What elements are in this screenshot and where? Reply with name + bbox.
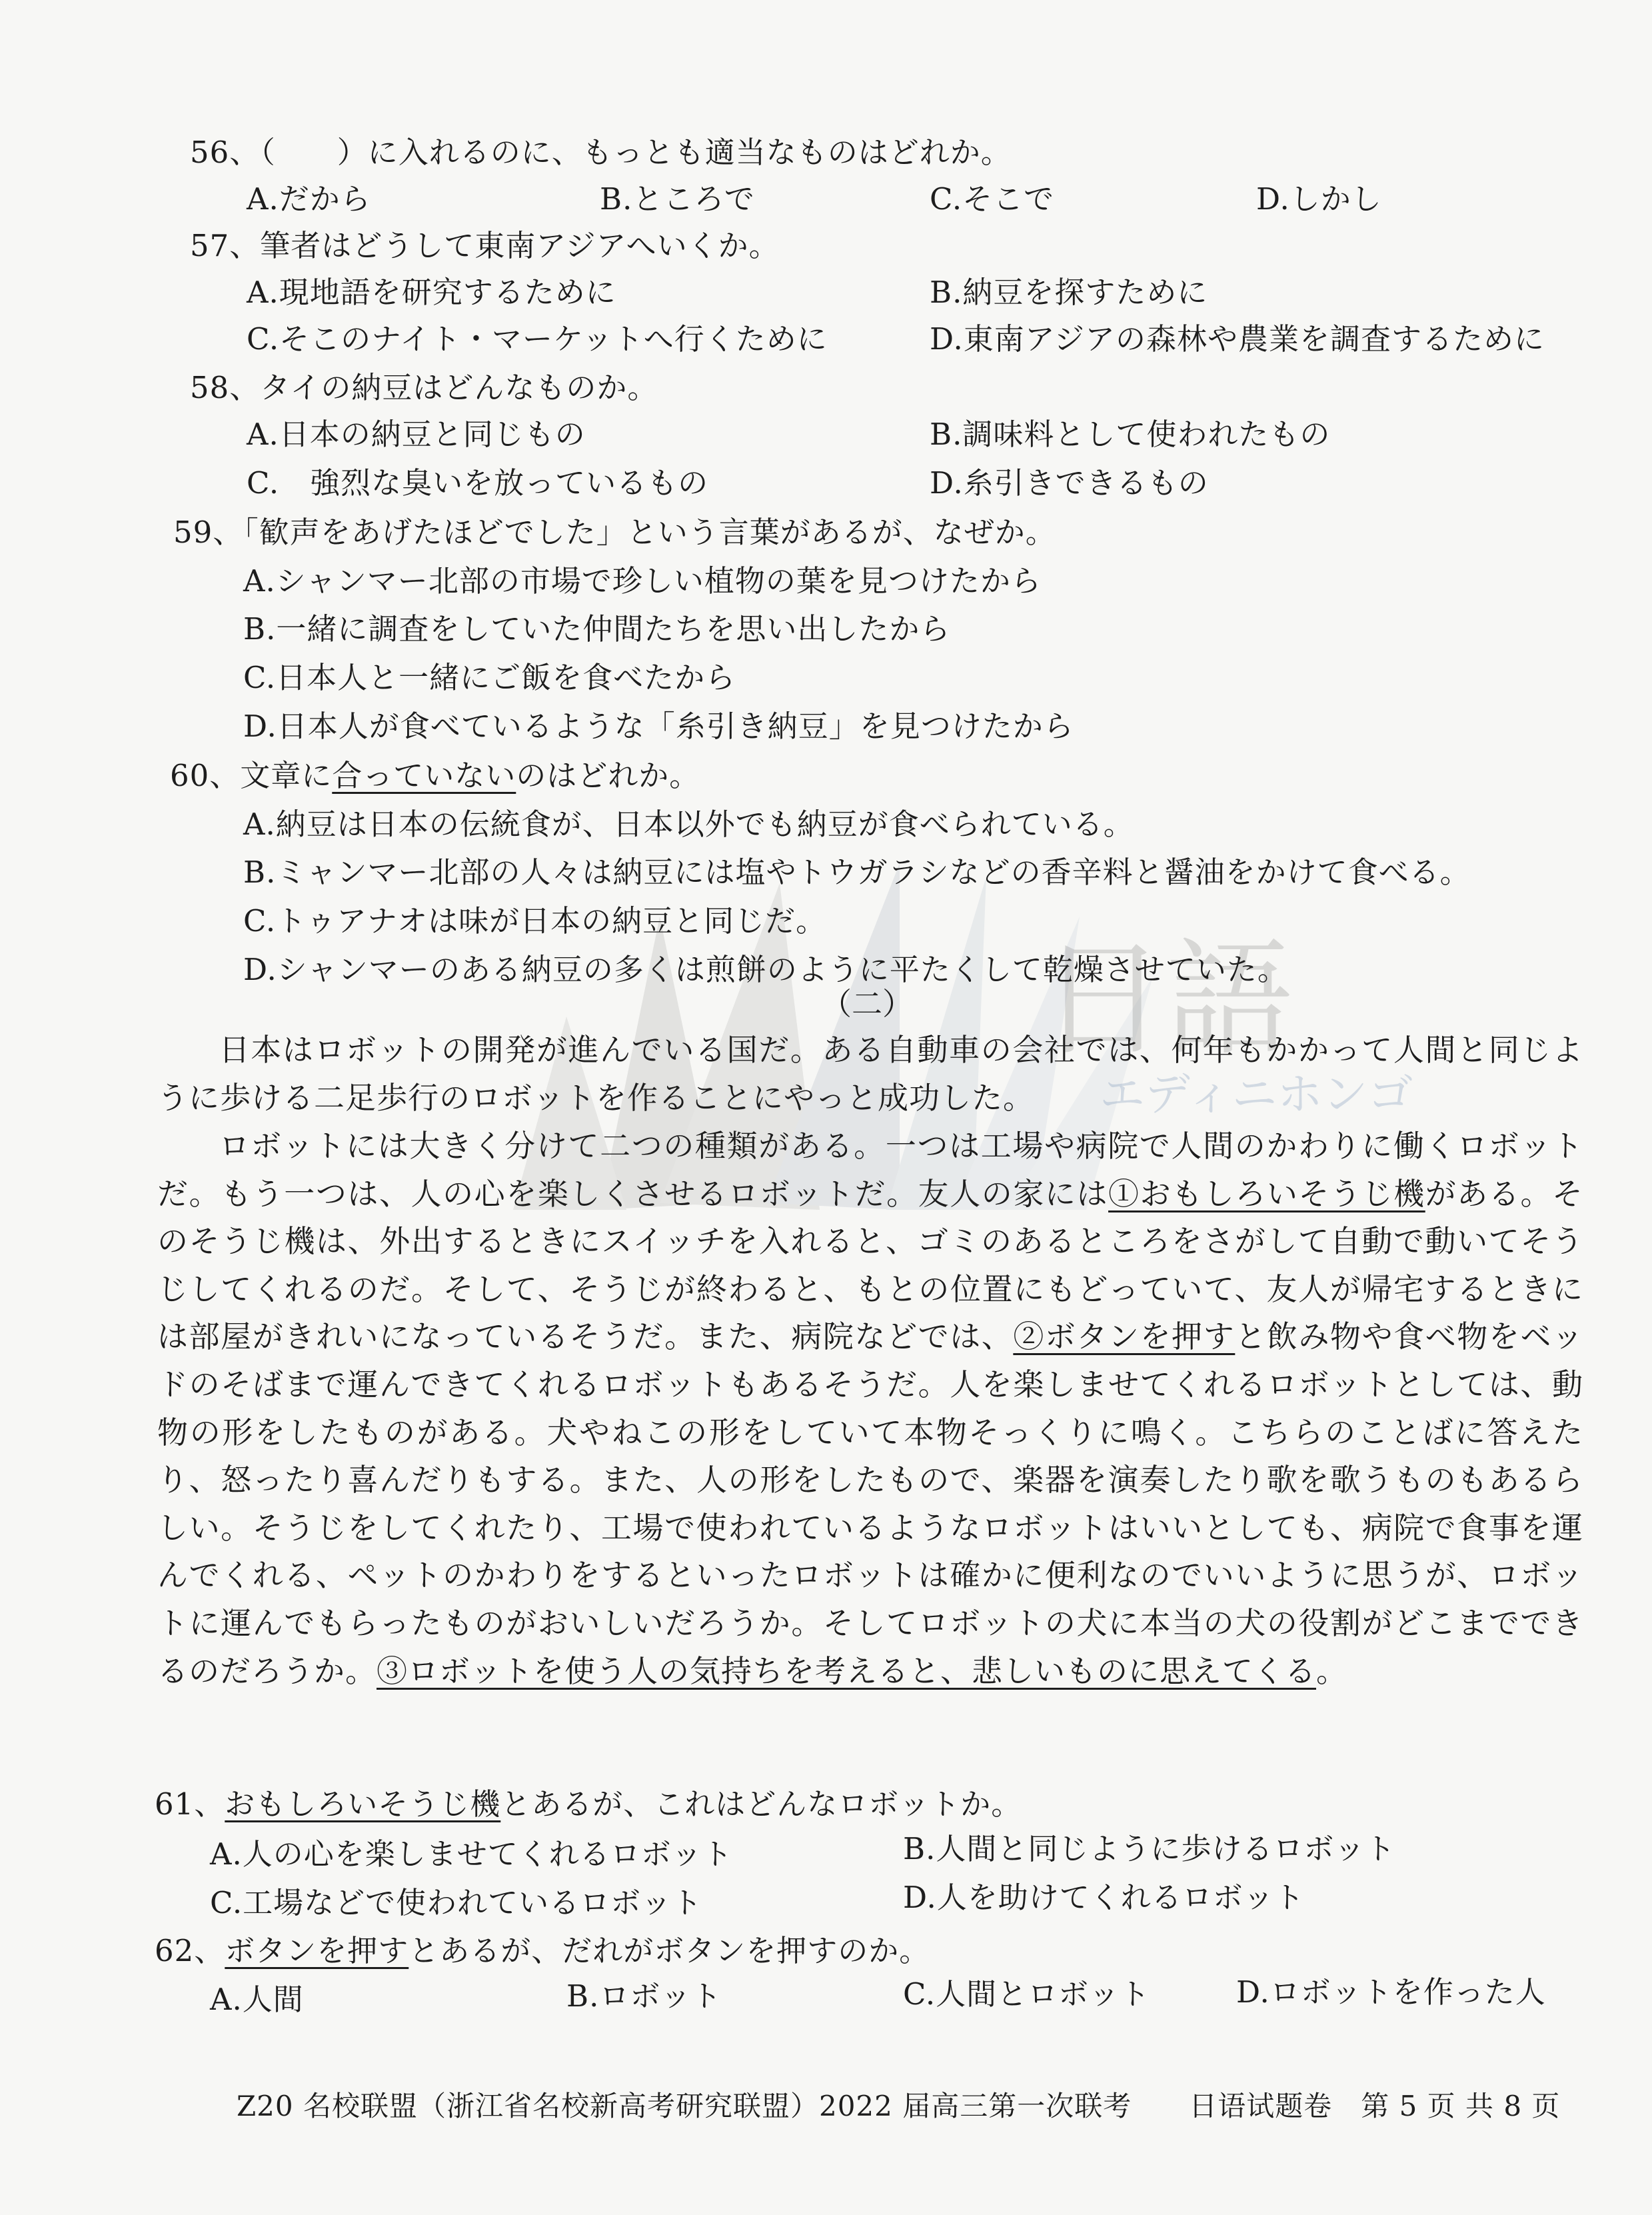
passage-text: 。 [1316,1652,1347,1689]
passage-text: と飲み物や食べ物をベッドのそばまで運んできてくれるロボットもあるそうだ。人を楽しませてくれるロボットとしては、動物の形をしたものがある。犬やねこの形をしていて本物そっくりに鳴く。こちらのことばに答えたり、怒ったり喜んだりもする。また、人の形をしたもので、楽器を演奏したり歌を歌うものもあるらしい。そうじをしてくれたり、工場で使われているようなロボットはいいとしても、病院で食事を運んでくれる、ペットのかわりをするといったロボットは確かに便利なのでいいように思うが、ロボットに運んでもらったものがおいしいだろうか。そしてロボットの犬に本当の犬の役割がどこまでできるのだろうか。 [157,1318,1584,1689]
underline-3: ③ロボットを使う人の気持ちを考えると、悲しいものに思えてくる [377,1652,1316,1689]
question-stem-underlined: おもしろいそうじ機 [225,1786,501,1822]
option-62-c[interactable]: C.人間とロボット [903,1976,1151,2012]
passage-paragraph-2 [157,1122,1583,1695]
question-stem: タイの納豆はどんなものか。 [260,370,658,405]
question-stem-underlined: 合っていない [332,758,516,793]
question-stem-post: とあるが、これはどんなロボットか。 [500,1786,1022,1822]
question-number: 57、 [190,228,261,263]
option-58-d[interactable]: D.糸引きできるもの [930,465,1209,501]
question-62 [155,1926,930,1970]
question-number: 60、 [170,758,241,793]
question-60 [170,751,700,795]
question-number: 56、 [190,135,261,170]
question-56 [190,128,1012,171]
option-59-a[interactable]: A.シャンマー北部の市場で珍しい植物の葉を見つけたから [243,563,1042,599]
page-footer: Z20 名校联盟（浙江省名校新高考研究联盟）2022 届高三第一次联考 日语试题卷 第 5 页 共 8 页 [237,2090,1561,2122]
option-60-a[interactable]: A.納豆は日本の伝統食が、日本以外でも納豆が食べられている。 [243,807,1134,842]
question-stem: 「歓声をあげたほどでした」という言葉があるが、なぜか。 [243,515,1056,550]
option-59-c[interactable]: C.日本人と一緒にご飯を食べたから [243,660,736,695]
question-stem: （ ）に入れるのに、もっとも適当なものはどれか。 [260,135,1012,170]
option-57-b[interactable]: B.納豆を探すために [930,275,1208,310]
option-60-d[interactable]: D.シャンマーのある納豆の多くは煎餅のように平たくして乾燥させていた。 [243,952,1288,987]
option-61-c[interactable]: C.工場などで使われているロボット [210,1885,703,1920]
question-58 [190,363,658,407]
option-62-b[interactable]: B.ロボット [566,1978,722,2014]
passage-text: 日本はロボットの開発が進んでいる国だ。ある自動車の会社では、何年もかかって人間と同じように歩ける二足歩行のロボットを作ることにやっと成功した。 [157,1032,1583,1116]
question-number: 58、 [190,370,261,405]
question-number: 61、 [155,1786,225,1822]
passage-text: がある。そのそうじ機は、外出するときにスイッチを入れると、ゴミのあるところをさがして自動で動いてそうじしてくれるのだ。そして、そうじが終わると、もとの位置にもどっていて、友人が帰宅するときには部屋がきれいになっているそうだ。また、病院などでは、 [157,1175,1584,1355]
option-58-a[interactable]: A.日本の納豆と同じもの [247,417,586,452]
watermark-text: 日語 [1040,926,1293,1073]
underline-2: ②ボタンを押す [1013,1318,1236,1355]
option-62-a[interactable]: A.人間 [210,1982,304,2017]
option-61-b[interactable]: B.人間と同じように歩けるロボット [903,1831,1396,1866]
option-58-b[interactable]: B.調味料として使われたもの [930,417,1331,452]
option-58-c[interactable]: C. 強烈な臭いを放っているもの [247,465,709,501]
question-57 [190,221,780,265]
question-59 [173,508,1056,551]
option-56-b[interactable]: B.ところで [600,181,755,217]
question-stem-underlined: ボタンを押す [225,1933,409,1968]
question-61 [155,1780,1022,1823]
section-title: （二） [821,986,913,1022]
passage-text: ロボットには大きく分けて二つの種類がある。一つは工場や病院で人間のかわりに働くロボットだ。もう一つは、人の心を楽しくさせるロボットだ。友人の家には [157,1128,1584,1212]
option-56-a[interactable]: A.だから [247,181,371,217]
option-59-b[interactable]: B.一緒に調査をしていた仲間たちを思い出したから [243,611,951,647]
option-57-c[interactable]: C.そこのナイト・マーケットへ行くために [247,321,828,357]
question-stem-post: のはどれか。 [516,758,700,793]
underline-1: ①おもしろいそうじ機 [1108,1175,1425,1212]
option-61-d[interactable]: D.人を助けてくれるロボット [903,1880,1305,1915]
option-57-d[interactable]: D.東南アジアの森林や農業を調査するために [930,321,1545,357]
question-number: 62、 [155,1933,225,1968]
passage-paragraph-1 [157,1027,1583,1122]
watermark-subtext: エディニホンゴ [1100,1069,1413,1121]
option-59-d[interactable]: D.日本人が食べているような「糸引き納豆」を見つけたから [243,709,1074,744]
question-stem: 筆者はどうして東南アジアへいくか。 [260,228,780,263]
option-62-d[interactable]: D.ロボットを作った人 [1236,1974,1546,2010]
question-stem-pre: 文章に [240,758,333,793]
question-stem-post: とあるが、だれがボタンを押すのか。 [409,1933,930,1968]
question-number: 59、 [173,515,244,550]
option-57-a[interactable]: A.現地語を研究するために [247,275,616,310]
option-61-a[interactable]: A.人の心を楽しませてくれるロボット [210,1836,733,1872]
option-56-c[interactable]: C.そこで [930,181,1055,217]
option-60-c[interactable]: C.トゥアナオは味が日本の納豆と同じだ。 [243,903,827,939]
option-60-b[interactable]: B.ミャンマー北部の人々は納豆には塩やトウガラシなどの香辛料と醤油をかけて食べる。 [243,855,1471,890]
option-56-d[interactable]: D.しかし [1256,181,1382,217]
